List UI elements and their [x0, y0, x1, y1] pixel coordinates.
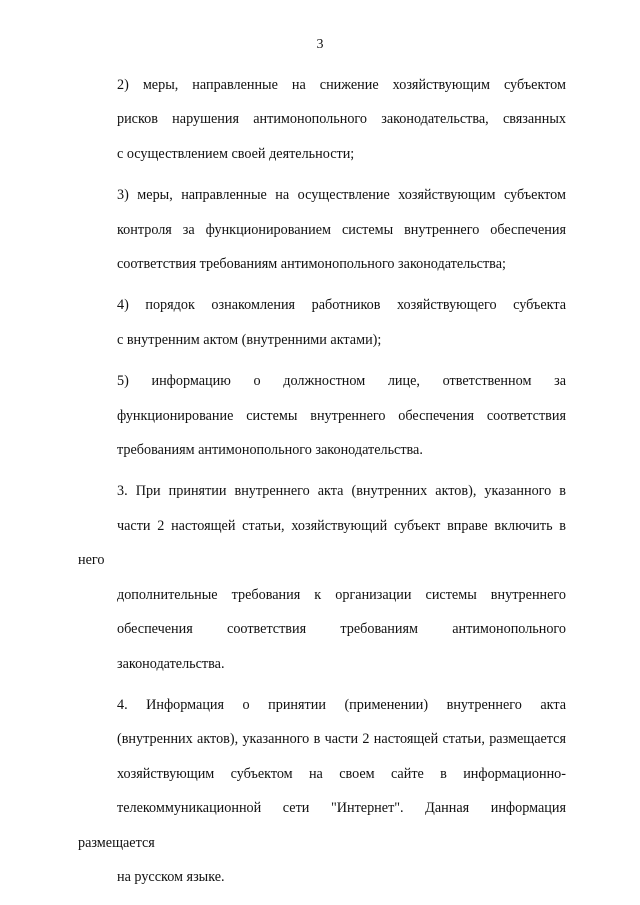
paragraph-line: дополнительные требования к организации системы внутреннего — [117, 586, 566, 603]
paragraph-part-4 — [78, 688, 566, 894]
document-body — [78, 68, 566, 901]
paragraph-item-4 — [78, 288, 566, 357]
paragraph-line: 4. Информация о принятии (применении) внутреннего акта — [117, 696, 566, 713]
paragraph-part-3 — [78, 474, 566, 680]
paragraph-line: хозяйствующим субъектом на своем сайте в информационно- — [117, 765, 566, 782]
paragraph-line: функционирование системы внутреннего обеспечения соответствия — [117, 407, 566, 424]
paragraph-item-5 — [78, 364, 566, 467]
paragraph-line: требованиям антимонопольного законодательства. — [117, 442, 423, 459]
paragraph-line: контроля за функционированием системы внутреннего обеспечения — [117, 221, 566, 238]
paragraph-item-2 — [78, 68, 566, 171]
paragraph-line: 2) меры, направленные на снижение хозяйствующим субъектом — [117, 77, 566, 93]
paragraph-line: законодательства. — [117, 655, 225, 672]
paragraph-line: 3. При принятии внутреннего акта (внутренних актов), указанного в — [117, 483, 566, 500]
paragraph-line: обеспечения соответствия требованиям антимонопольного — [117, 621, 566, 638]
paragraph-line: с осуществлением своей деятельности; — [117, 145, 355, 162]
paragraph-line: 5) информацию о должностном лице, ответственном за — [117, 373, 566, 390]
paragraph-line: 4) порядок ознакомления работников хозяйствующего субъекта — [117, 297, 566, 314]
paragraph-line: части 2 настоящей статьи, хозяйствующий субъект вправе включить в него — [78, 517, 566, 569]
paragraph-line: 3) меры, направленные на осуществление хозяйствующим субъектом — [117, 187, 566, 204]
paragraph-line: соответствия требованиям антимонопольного законодательства; — [117, 256, 506, 273]
page-number: 3 — [316, 37, 324, 52]
paragraph-line: рисков нарушения антимонопольного законодательства, связанных — [117, 111, 566, 128]
paragraph-item-3 — [78, 178, 566, 281]
paragraph-line: с внутренним актом (внутренними актами); — [117, 331, 382, 348]
paragraph-line: телекоммуникационной сети "Интернет". Данная информация размещается — [78, 800, 566, 851]
paragraph-line: (внутренних актов), указанного в части 2 настоящей статьи, размещается — [117, 731, 566, 748]
paragraph-line: на русском языке. — [117, 868, 225, 885]
